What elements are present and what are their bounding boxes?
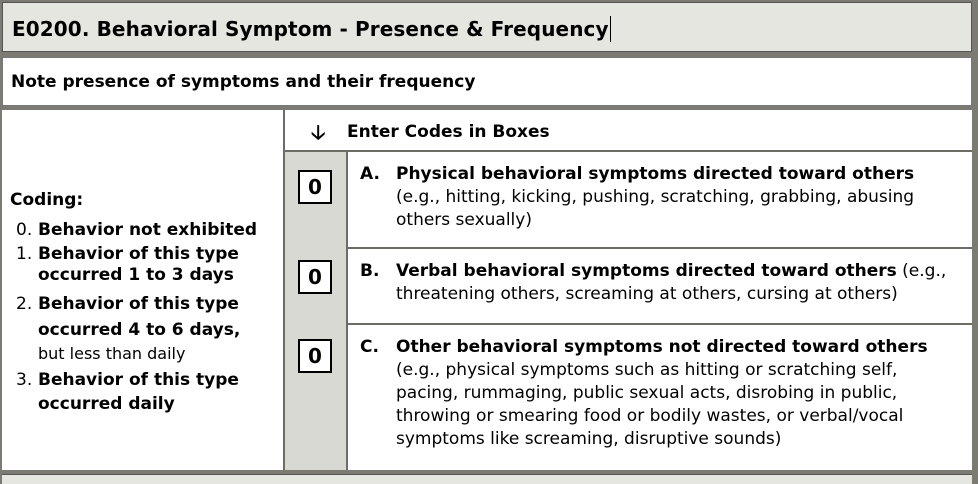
code-box-column — [285, 152, 348, 470]
coding-title: Coding: — [10, 190, 84, 210]
coding-list — [16, 218, 281, 416]
item-examples: (e.g., physical symptoms such as hitting or scratching self, pacing, rummaging, public sexual acts, disrobing in public, throwing or smearing food or bodily wastes, or verbal/vocal symptoms like screaming, disruptive sounds) — [396, 360, 904, 449]
instruction-text: Note presence of symptoms and their frequency — [11, 72, 476, 92]
coding-item-text: Behavior not exhibited — [38, 220, 258, 240]
section-header — [2, 2, 972, 52]
text-cursor — [610, 16, 611, 42]
coding-item-1 — [16, 242, 281, 287]
item-description — [396, 163, 956, 232]
enter-codes-row — [285, 110, 972, 152]
coding-item-text: occurred 4 to 6 days, — [38, 320, 241, 340]
coding-panel — [2, 110, 285, 470]
coding-item-text: Behavior of this type — [38, 294, 239, 314]
coding-item-text: Behavior of this type — [38, 244, 239, 264]
item-c — [348, 325, 972, 470]
item-examples: (e.g., hitting, kicking, pushing, scratching, grabbing, abusing others sexually) — [396, 187, 915, 230]
down-arrow-icon: 🡣 — [311, 120, 326, 144]
coding-item-3 — [16, 368, 281, 416]
item-a — [348, 152, 972, 249]
coding-item-0 — [16, 218, 281, 242]
item-heading: Other behavioral symptoms not directed toward others — [396, 337, 928, 357]
coding-item-number: 1. — [16, 244, 33, 264]
coding-item-text: occurred 1 to 3 days — [38, 265, 234, 285]
item-heading: Physical behavioral symptoms directed toward others — [396, 164, 915, 184]
code-input-c[interactable]: 0 — [298, 339, 332, 373]
codes-panel — [285, 110, 972, 470]
item-b — [348, 249, 972, 325]
coding-item-number: 2. — [16, 294, 33, 314]
coding-item-note: but less than daily — [38, 344, 186, 363]
item-description — [396, 260, 956, 306]
item-letter: B. — [360, 261, 380, 281]
code-input-a[interactable]: 0 — [298, 170, 332, 204]
code-input-b[interactable]: 0 — [298, 260, 332, 294]
item-description — [396, 336, 956, 451]
coding-item-2 — [16, 292, 281, 366]
item-letter: A. — [360, 164, 380, 184]
section-title: E0200. Behavioral Symptom - Presence & Frequency — [12, 17, 609, 41]
section-body — [2, 110, 972, 470]
instruction-row — [2, 57, 972, 106]
item-examples: (e.g., threatening others, screaming at others, cursing at others) — [396, 261, 947, 304]
coding-item-text: Behavior of this type — [38, 370, 239, 390]
item-heading: Verbal behavioral symptoms directed toward others — [396, 261, 897, 281]
item-letter: C. — [360, 337, 379, 357]
coding-item-text: occurred daily — [38, 394, 175, 414]
enter-codes-label: Enter Codes in Boxes — [347, 122, 550, 142]
coding-item-number: 3. — [16, 370, 33, 390]
coding-item-number: 0. — [16, 220, 33, 240]
